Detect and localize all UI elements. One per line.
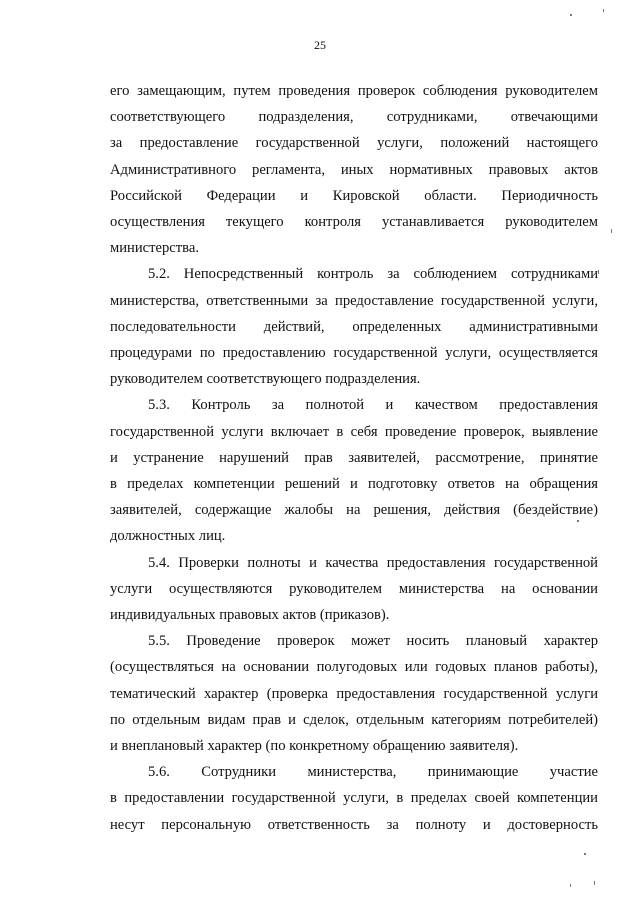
text-line: в предоставлении государственной услуги, в пределах своей компетенции [110,790,598,807]
scan-speck [611,229,612,233]
text-line: по отдельным видам прав и сделок, отдельным категориям потребителей) [110,711,598,728]
paragraph-5-2 [110,261,598,392]
text-line: 5.2. Непосредственный контроль за соблюдением сотрудниками [148,266,598,283]
text-line: услуги осуществляются руководителем министерства на основании [110,580,598,597]
text-line: должностных лиц. [110,528,226,545]
text-line: 5.4. Проверки полноты и качества предоставления государственной [148,554,598,571]
scan-speck [570,14,572,16]
text-line: тематический характер (проверка предоставления государственной услуги [110,685,598,702]
scan-speck [594,881,595,885]
text-line: заявителей, содержащие жалобы на решения, действия (бездействие) [110,502,598,519]
text-line: за предоставление государственной услуги, положений настоящего [110,135,598,152]
page-number: 25 [314,38,326,52]
text-line: 5.5. Проведение проверок может носить плановый характер [148,633,598,650]
text-line: Российской Федерации и Кировской области. Периодичность [110,187,598,204]
text-line: государственной услуги включает в себя проведение проверок, выявление [110,423,598,440]
scan-speck [584,853,586,855]
text-line: 5.3. Контроль за полнотой и качеством предоставления [148,397,598,414]
paragraph-5-4 [110,550,598,629]
text-line: и устранение нарушений прав заявителей, рассмотрение, принятие [110,449,598,466]
text-line: руководителем соответствующего подразделения. [110,371,421,388]
text-line: соответствующего подразделения, сотрудниками, отвечающими [110,109,598,126]
paragraph-5-3 [110,392,598,549]
scan-speck [577,520,579,522]
paragraph-5-5 [110,628,598,759]
text-line: последовательности действий, определенных административными [110,318,598,335]
text-line: процедурами по предоставлению государственной услуги, осуществляется [110,345,598,362]
scan-speck [598,270,599,274]
page-body [110,78,598,838]
text-line: Административного регламента, иных нормативных правовых актов [110,161,598,178]
text-line: министерства. [110,240,199,257]
text-line: его замещающим, путем проведения проверок соблюдения руководителем [110,83,598,99]
text-line: индивидуальных правовых актов (приказов). [110,607,390,624]
text-line: осуществления текущего контроля устанавливается руководителем [110,214,598,231]
text-line: министерства, ответственными за предоставление государственной услуги, [110,292,598,309]
text-line: (осуществляться на основании полугодовых или годовых планов работы), [110,659,598,676]
scan-speck [603,9,604,12]
text-line: в пределах компетенции решений и подготовку ответов на обращения [110,476,598,493]
text-line: 5.6. Сотрудники министерства, принимающие участие [148,764,598,781]
text-line: несут персональную ответственность за полноту и достоверность [110,816,598,833]
paragraph-5-6 [110,759,598,838]
text-line: и внеплановый характер (по конкретному обращению заявителя). [110,738,519,755]
scan-speck [570,884,571,887]
paragraph-continuation [110,78,598,261]
